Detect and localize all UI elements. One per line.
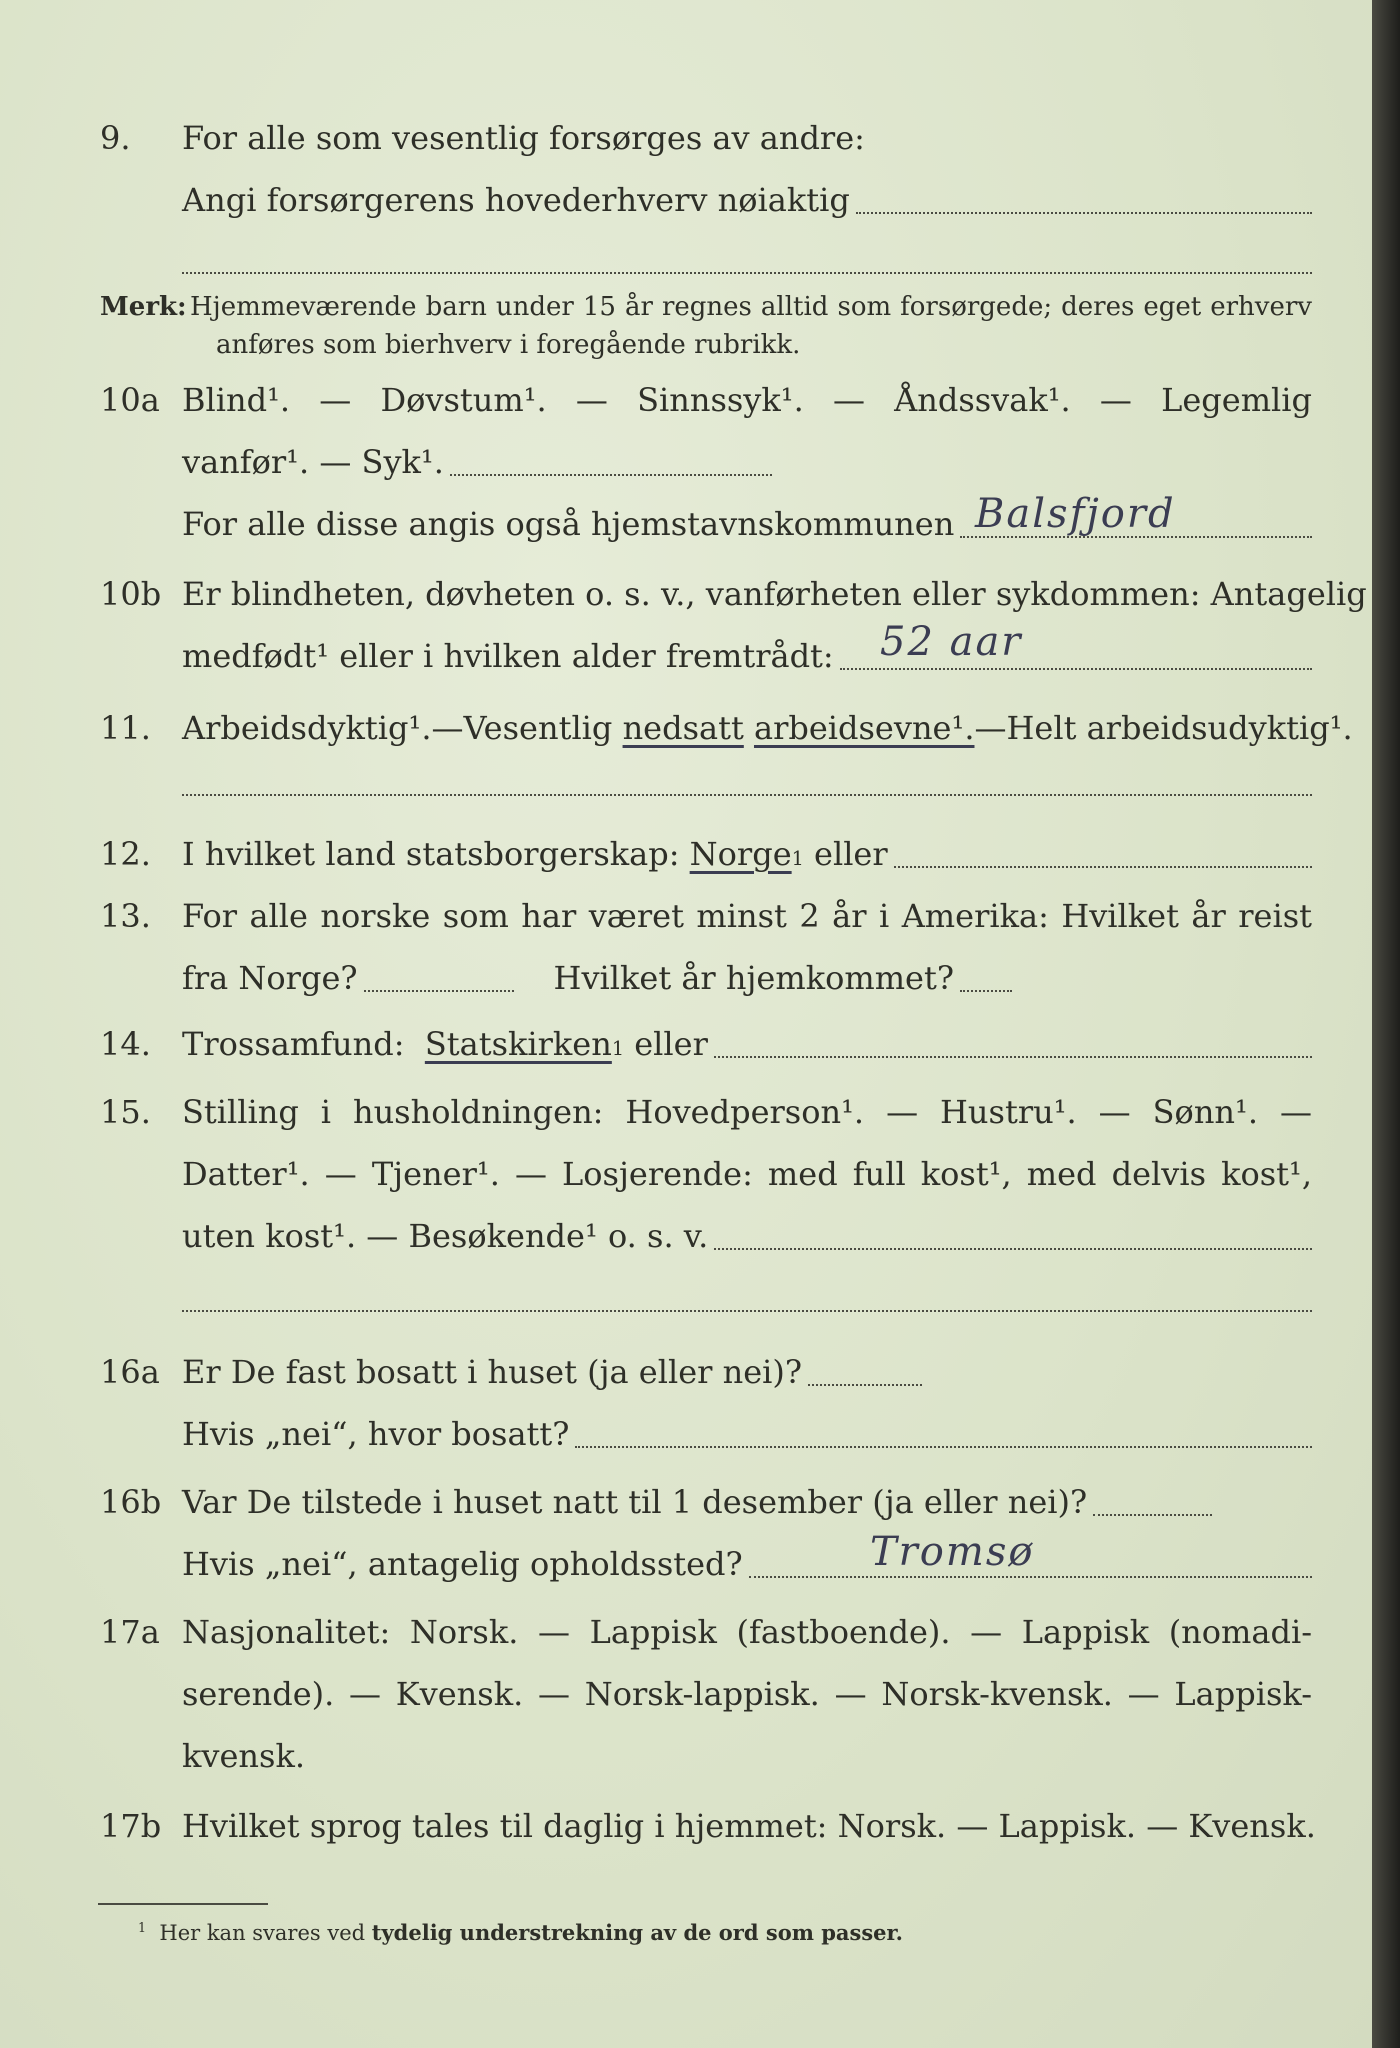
question-11: 11. Arbeidsdyktig¹. — Vesentlig nedsatt arbeidsevne¹. — Helt arbeidsudyktig¹. [0, 700, 1372, 756]
question-15-line3: uten kost¹. — Besøkende¹ o. s. v. [0, 1208, 1372, 1264]
handwritten-answer: 52 aar [880, 619, 1023, 665]
question-number: 16a [100, 1353, 160, 1391]
question-number: 13. [100, 897, 151, 935]
answer-field[interactable] [450, 472, 772, 476]
note-text: Hjemmeværende barn under 15 år regnes alltid som forsørgede; deres eget erhverv [190, 292, 1312, 322]
question-13: 13. For alle norske som har været minst 2 år i Amerika: Hvilket år reist [0, 888, 1372, 944]
question-17a-line2: serende). — Kvensk. — Norsk-lappisk. — Norsk-kvensk. — Lappisk- [182, 1675, 1312, 1713]
answer-field[interactable] [856, 210, 1312, 214]
footnote-rule [98, 1903, 268, 1905]
question-10a [0, 372, 1372, 428]
question-10a-line3: For alle disse angis også hjemstavnskommunen Balsfjord [0, 496, 1372, 552]
handwritten-answer: Balsfjord [975, 491, 1176, 537]
question-16a-line2: Hvis „nei“, hvor bosatt? [0, 1406, 1372, 1462]
answer-field[interactable] [960, 988, 1012, 992]
answer-field[interactable] [894, 864, 1312, 868]
answer-field[interactable] [364, 988, 514, 992]
answer-line[interactable] [182, 794, 1312, 796]
answer-field[interactable] [714, 1054, 1312, 1058]
question-17a: 17a Nasjonalitet: Norsk. — Lappisk (fastboende). — Lappisk (nomadi- [0, 1604, 1372, 1660]
question-17a-line3: kvensk. [182, 1737, 305, 1775]
question-number: 9. [100, 119, 131, 157]
answer-field[interactable] [1093, 1512, 1212, 1516]
question-number: 14. [100, 1025, 151, 1063]
question-10b-line2: medfødt¹ eller i hvilken alder fremtrådt: 52 aar [0, 628, 1372, 684]
answer-line[interactable] [182, 1310, 1312, 1312]
question-text: For alle som vesentlig forsørges av andre: [182, 119, 865, 157]
question-17b: 17b Hvilket sprog tales til daglig i hjemmet: Norsk. — Lappisk. — Kvensk. [0, 1798, 1372, 1854]
question-16b: 16b Var De tilstede i huset natt til 1 desember (ja eller nei)? [0, 1474, 1372, 1530]
question-9-line2 [0, 172, 1372, 228]
answer-line[interactable] [182, 272, 1312, 274]
question-number: 15. [100, 1093, 151, 1131]
question-16b-line2: Hvis „nei“, antagelig opholdssted? Tromsø [0, 1536, 1372, 1592]
question-9 [0, 110, 1372, 166]
note-label: Merk: [100, 292, 187, 322]
question-options: Blind¹. — Døvstum¹. — Sinnssyk¹. — Åndssvak¹. — Legemlig [182, 381, 1312, 419]
question-number: 10b [100, 575, 162, 613]
question-text: Angi forsørgerens hovederhverv nøiaktig [182, 181, 850, 219]
answer-field[interactable] [808, 1382, 922, 1386]
answer-field[interactable] [575, 1444, 1312, 1448]
question-number: 17a [100, 1613, 160, 1651]
question-15: 15. Stilling i husholdningen: Hovedperson¹. — Hustru¹. — Sønn¹. — [0, 1084, 1372, 1140]
scan-edge [1372, 0, 1400, 2048]
question-15-line2: Datter¹. — Tjener¹. — Losjerende: med full kost¹, med delvis kost¹, [182, 1155, 1312, 1193]
question-number: 12. [100, 835, 151, 873]
footnote: $^1$ Her kan svares ved tydelig understrekning av de ord som passer. [138, 1920, 903, 1945]
question-10a-line2: vanfør¹. — Syk¹. [0, 434, 1372, 490]
question-number: 11. [100, 709, 151, 747]
question-number: 17b [100, 1807, 162, 1845]
question-number: 10a [100, 381, 160, 419]
answer-field[interactable] [714, 1246, 1312, 1250]
question-number: 16b [100, 1483, 162, 1521]
note-text: anføres som bierhverv i foregående rubrikk. [216, 330, 801, 360]
handwritten-answer: Tromsø [870, 1529, 1035, 1575]
question-10b: 10b Er blindheten, døvheten o. s. v., vanførheten eller sykdommen: Antagelig [0, 566, 1372, 622]
question-16a: 16a Er De fast bosatt i huset (ja eller nei)? [0, 1344, 1372, 1400]
question-12: 12. I hvilket land statsborgerskap: Norge 1 eller [0, 826, 1372, 882]
question-14: 14. Trossamfund: Statskirken 1 eller [0, 1016, 1372, 1072]
question-13-line2: fra Norge? Hvilket år hjemkommet? [0, 950, 1372, 1006]
